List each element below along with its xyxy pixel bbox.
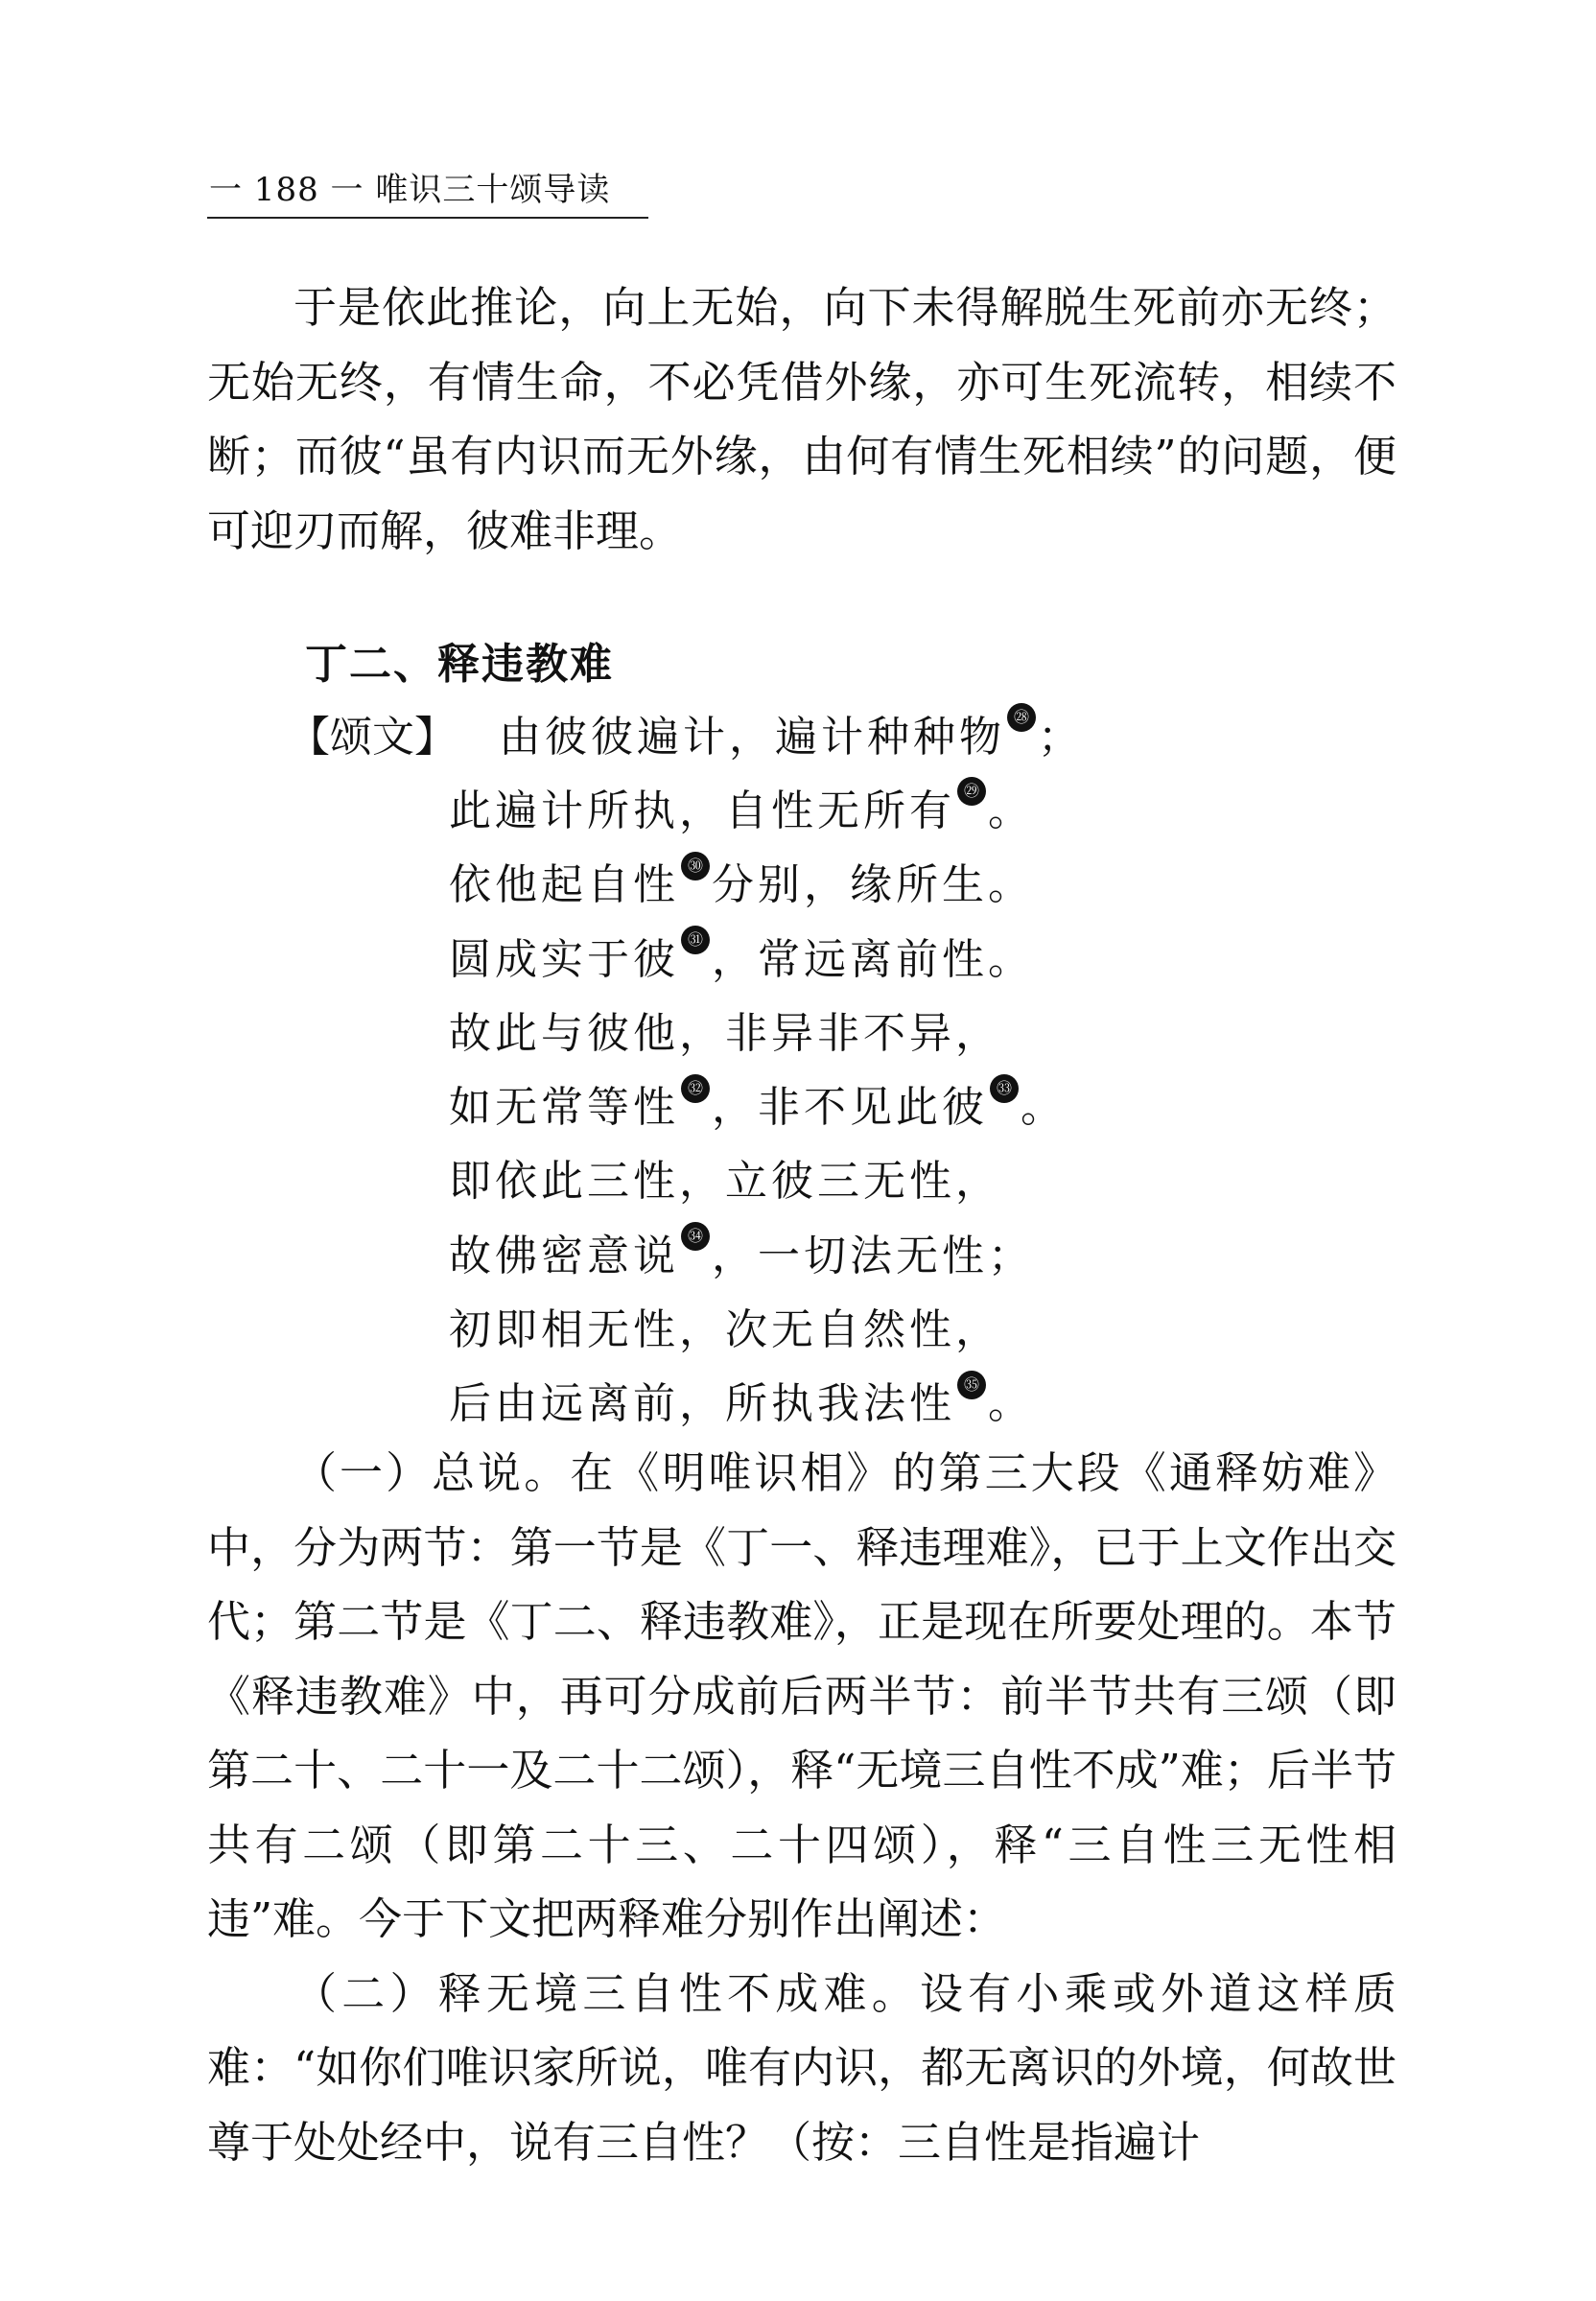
verse-line-end: 分别，缘所生。	[712, 860, 1034, 910]
footnote-marker: ㉞	[681, 1222, 710, 1251]
verse-line-end: ，非不见此彼	[712, 1083, 988, 1133]
verse-line-text: 如无常等性	[449, 1083, 679, 1133]
verse-line-text: 此遍计所执，自性无所有	[449, 787, 955, 835]
verse-line-text: 依他起自性	[449, 860, 679, 910]
commentary-paragraph-2: （二）释无境三自性不成难。设有小乘或外道这样质难：“如你们唯识家所说，唯有内识，都无离识的外境，何故世尊于处处经中，说有三自性？（按：三自性是指遍计	[207, 1967, 1396, 2168]
verse-line	[449, 774, 1067, 848]
section-heading: 丁二、释违教难	[305, 640, 614, 689]
verse-line	[449, 923, 1067, 997]
verse-line-text: 后由远离前，所执我法性	[449, 1379, 955, 1429]
verse-line	[449, 1367, 1067, 1441]
verse-line-end: ，常远离前性。	[712, 934, 1034, 984]
verse-line-text: 圆成实于彼	[449, 934, 679, 984]
verse-line	[449, 1293, 1067, 1367]
verse-line-end: ；	[1038, 713, 1084, 762]
intro-paragraph: 于是依此推论，向上无始，向下未得解脱生死前亦无终；无始无终，有情生命，不必凭借外缘，亦可生死流转，相续不断；而彼“虽有内识而无外缘，由何有情生死相续”的问题，便可迎刃而解，彼难非理。	[207, 282, 1396, 556]
verse-line	[449, 1144, 1067, 1218]
footnote-marker: ㉝	[990, 1074, 1019, 1103]
header-text: 一 188 一 唯识三十颂导读	[209, 171, 611, 209]
verse-line-text: 即依此三性，立彼三无性，	[449, 1157, 1001, 1207]
verse-line-end: 。	[988, 787, 1034, 835]
verse-line-end: 。	[1021, 1083, 1067, 1133]
verse-line-end: 。	[988, 1379, 1034, 1429]
footnote-marker: ㉟	[957, 1371, 986, 1399]
intro-paragraph-block	[207, 270, 1396, 568]
commentary-paragraph-1: （一）总说。在《明唯识相》的第三大段《通释妨难》中，分为两节：第一节是《丁一、释违理难》，已于上文作出交代；第二节是《丁二、释违教难》，正是现在所要处理的。本节《释违教难》中，再可分成前后两半节：前半节共有三颂（即第二十、二十一及二十二颂），释“无境三自性不成”难；后半节共有二颂（即第二十三、二十四颂），释“三自性三无性相违”难。今于下文把两释难分别作出阐述：	[207, 1447, 1396, 1944]
commentary-block	[207, 1436, 1396, 2179]
footnote-marker: ㉚	[681, 852, 710, 880]
footnote-marker: ㉘	[1007, 703, 1036, 732]
verse-label: 【颂文】	[288, 713, 457, 762]
verse-line-text: 故佛密意说	[449, 1231, 679, 1280]
footnote-marker: ㉛	[681, 926, 710, 954]
verse-line	[449, 1070, 1067, 1144]
verse-line	[449, 848, 1067, 922]
footnote-marker: ㉙	[957, 777, 986, 806]
running-header	[209, 169, 610, 211]
header-rule	[207, 217, 648, 219]
verse-lines	[449, 774, 1067, 1442]
footnote-marker: ㉜	[681, 1074, 710, 1103]
verse-line-end: ，一切法无性；	[712, 1231, 1034, 1280]
verse-line	[449, 997, 1067, 1070]
verse-line-text: 由彼彼遍计，遍计种种物	[499, 713, 1005, 762]
verse-line	[499, 700, 1084, 774]
verse-line	[449, 1219, 1067, 1293]
verse-line-text: 初即相无性，次无自然性，	[449, 1305, 1001, 1355]
verse-line-text: 故此与彼他，非异非不异，	[449, 1008, 1001, 1058]
